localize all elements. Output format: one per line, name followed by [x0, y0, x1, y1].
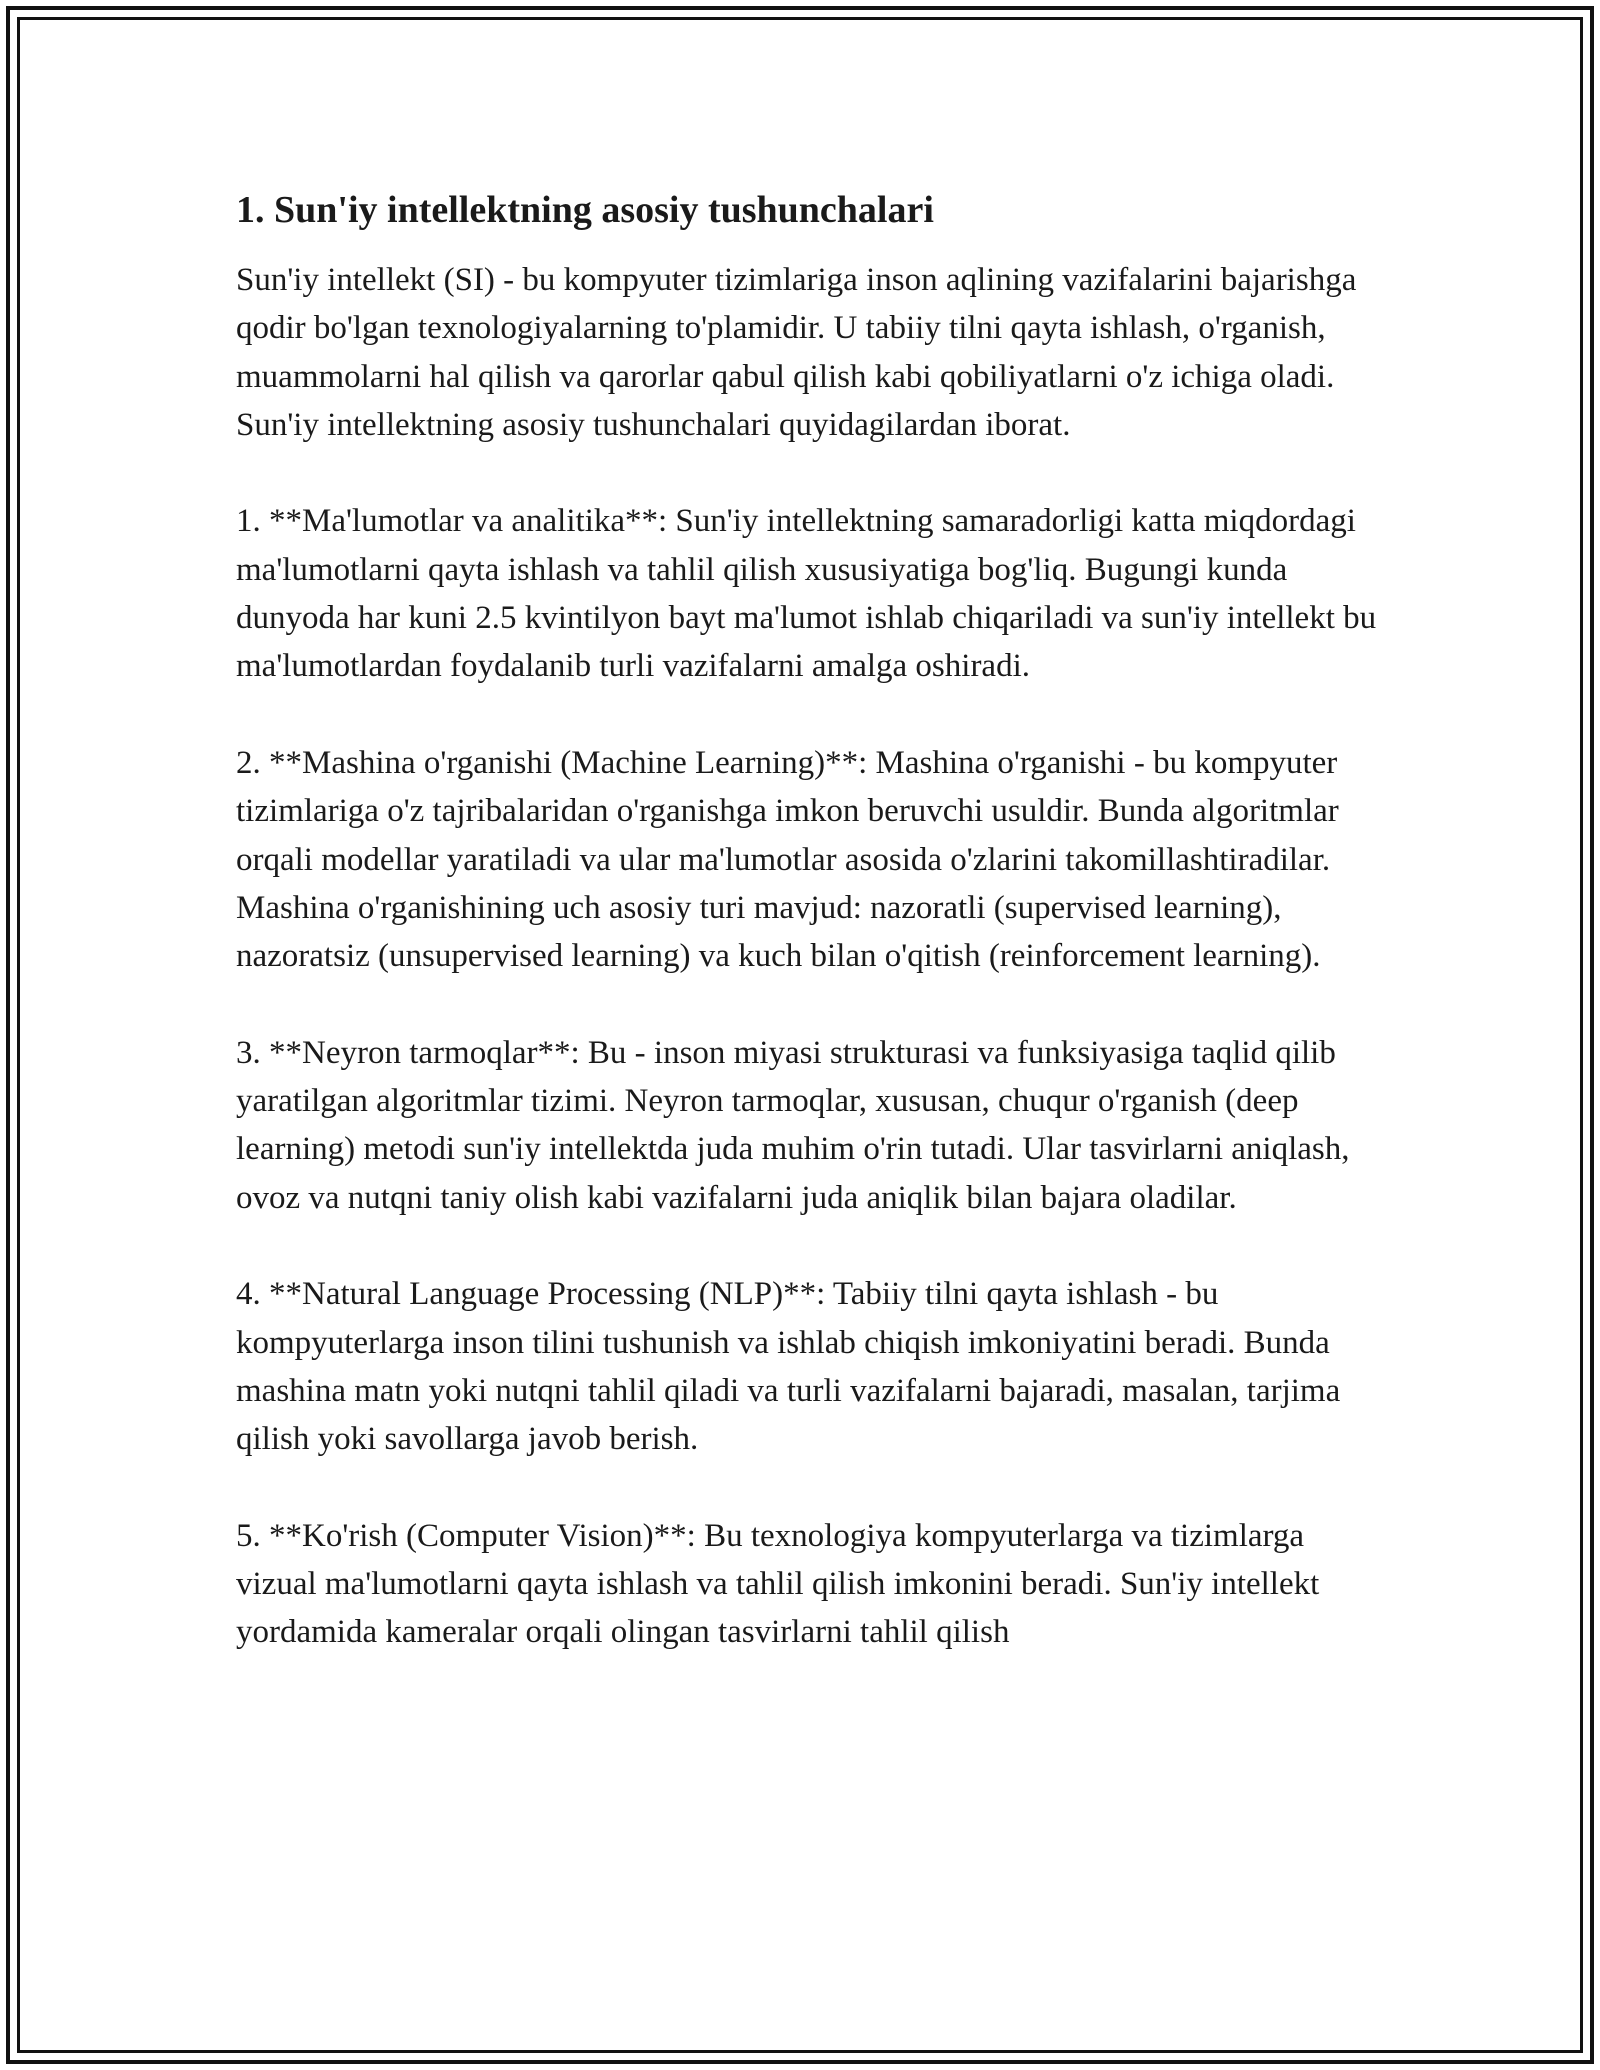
- paragraph-machine-learning: 2. **Mashina o'rganishi (Machine Learning)**: Mashina o'rganishi - bu kompyuter tizimlariga o'z tajribalaridan o'rganishga imkon beruvchi usuldir. Bunda algoritmlar orqali modellar yaratiladi va ular ma'lumotlar asosida o'zlarini takomillashtiradilar. Mashina o'rganishining uch asosiy turi mavjud: nazoratli (supervised learning), nazoratsiz (unsupervised learning) va kuch bilan o'qitish (reinforcement learning).: [236, 744, 1339, 975]
- paragraph-data-analytics: 1. **Ma'lumotlar va analitika**: Sun'iy intellektning samaradorligi katta miqdordagi ma'lumotlarni qayta ishlash va tahlil qilish xususiyatiga bog'liq. Bugungi kunda dunyoda har kuni 2.5 kvintilyon bayt ma'lumot ishlab chiqariladi va sun'iy intellekt bu ma'lumotlardan foydalanib turli vazifalarni amalga oshiradi.: [236, 503, 1377, 685]
- section-heading: 1. Sun'iy intellektning asosiy tushunchalari: [236, 189, 934, 231]
- paragraph-computer-vision: 5. **Ko'rish (Computer Vision)**: Bu texnologiya kompyuterlarga va tizimlarga vizual ma'lumotlarni qayta ishlash va tahlil qilish imkonini beradi. Sun'iy intellekt yordamida kameralar orqali olingan tasvirlarni tahlil qilish: [236, 1517, 1320, 1651]
- document-body: [236, 186, 1386, 1705]
- paragraph-nlp: 4. **Natural Language Processing (NLP)**: Tabiiy tilni qayta ishlash - bu kompyuterlarga inson tilini tushunish va ishlab chiqish imkoniyatini beradi. Bunda mashina matn yoki nutqni tahlil qiladi va turli vazifalarni bajaradi, masalan, tarjima qilish yoki savollarga javob berish.: [236, 1276, 1341, 1458]
- intro-paragraph: Sun'iy intellekt (SI) - bu kompyuter tizimlariga inson aqlining vazifalarini bajarishga qodir bo'lgan texnologiyalarning to'plamidir. U tabiiy tilni qayta ishlash, o'rganish, muammolarni hal qilish va qarorlar qabul qilish kabi qobiliyatlarni o'z ichiga oladi. Sun'iy intellektning asosiy tushunchalari quyidagilardan iborat.: [236, 262, 1357, 443]
- paragraph-neural-networks: 3. **Neyron tarmoqlar**: Bu - inson miyasi strukturasi va funksiyasiga taqlid qilib yaratilgan algoritmlar tizimi. Neyron tarmoqlar, xususan, chuqur o'rganish (deep learning) metodi sun'iy intellektda juda muhim o'rin tutadi. Ular tasvirlarni aniqlash, ovoz va nutqni taniy olish kabi vazifalarni juda aniqlik bilan bajara oladilar.: [236, 1034, 1350, 1216]
